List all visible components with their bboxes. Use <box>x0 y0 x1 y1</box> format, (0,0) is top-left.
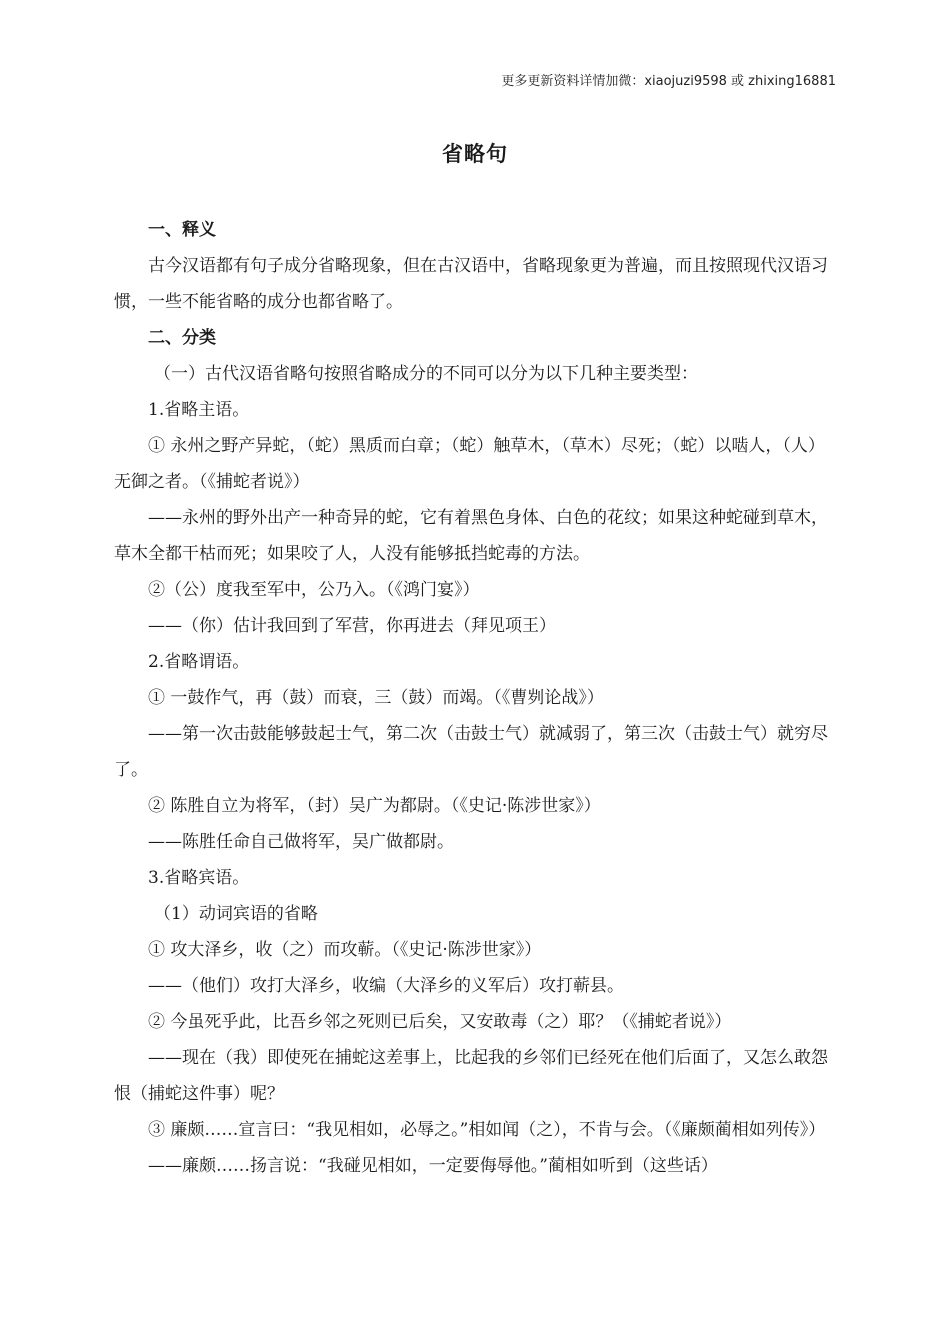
document-title: 省略句 <box>442 142 508 166</box>
paragraph: ——现在（我）即使死在捕蛇这差事上，比起我的乡邻们已经死在他们后面了，又怎么敢怨恨（捕蛇这件事）呢？ <box>114 1048 828 1104</box>
paragraph: 2.省略谓语。 <box>148 652 250 672</box>
section-heading: 二、分类 <box>148 328 216 348</box>
paragraph: ① 一鼓作气，再（鼓）而衰，三（鼓）而竭。（《曹刿论战》） <box>148 688 604 708</box>
paragraph: ——第一次击鼓能够鼓起士气，第二次（击鼓士气）就减弱了，第三次（击鼓士气）就穷尽了。 <box>114 724 828 780</box>
paragraph: ② 陈胜自立为将军，（封）吴广为都尉。（《史记·陈涉世家》） <box>148 796 601 816</box>
document-body <box>114 212 836 1184</box>
header-note: 更多更新资料详情加微：xiaojuzi9598 或 zhixing16881 <box>501 74 836 89</box>
paragraph: （1）动词宾语的省略 <box>154 904 318 924</box>
paragraph: 古今汉语都有句子成分省略现象，但在古汉语中，省略现象更为普遍，而且按照现代汉语习惯，一些不能省略的成分也都省略了。 <box>114 256 828 312</box>
paragraph: ① 攻大泽乡，收（之）而攻蕲。（《史记·陈涉世家》） <box>148 940 542 960</box>
paragraph: ——廉颇……扬言说：“我碰见相如，一定要侮辱他。”蔺相如听到（这些话） <box>148 1156 718 1176</box>
paragraph: （一）古代汉语省略句按照省略成分的不同可以分为以下几种主要类型： <box>154 364 698 384</box>
paragraph: 3.省略宾语。 <box>148 868 250 888</box>
paragraph: ② 今虽死乎此，比吾乡邻之死则已后矣，又安敢毒（之）耶？（《捕蛇者说》） <box>148 1012 732 1032</box>
paragraph: ——永州的野外出产一种奇异的蛇，它有着黑色身体、白色的花纹；如果这种蛇碰到草木，草木全都干枯而死；如果咬了人，人没有能够抵挡蛇毒的方法。 <box>114 508 828 564</box>
paragraph: ——陈胜任命自己做将军，吴广做都尉。 <box>148 832 454 852</box>
section-heading: 一、释义 <box>148 220 216 240</box>
paragraph: 1.省略主语。 <box>148 400 250 420</box>
paragraph: ① 永州之野产异蛇，（蛇）黑质而白章；（蛇）触草木，（草木）尽死；（蛇）以啮人，（人）无御之者。（《捕蛇者说》） <box>114 436 825 492</box>
paragraph: ——（他们）攻打大泽乡，收编（大泽乡的义军后）攻打蕲县。 <box>148 976 624 996</box>
paragraph: ②（公）度我至军中，公乃入。（《鸿门宴》） <box>148 580 480 600</box>
paragraph: ——（你）估计我回到了军营，你再进去（拜见项王） <box>148 616 556 636</box>
paragraph: ③ 廉颇……宣言曰：“我见相如，必辱之。”相如闻（之），不肯与会。（《廉颇蔺相如列传》） <box>148 1120 826 1140</box>
